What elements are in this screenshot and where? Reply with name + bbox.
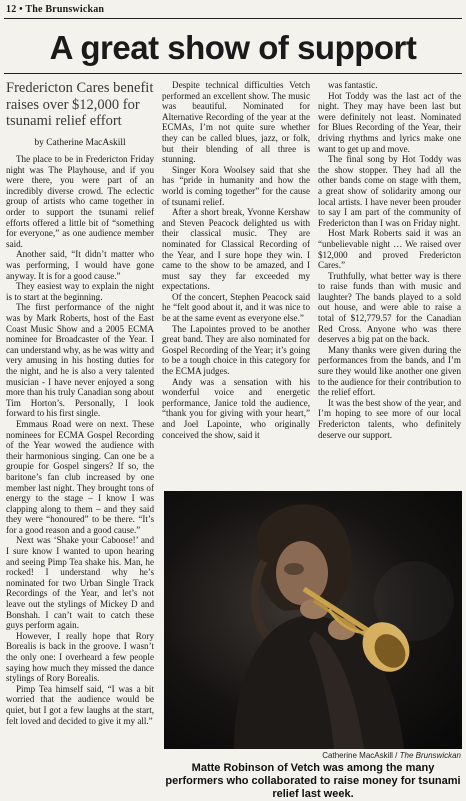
article-paragraph: Host Mark Roberts said it was an “unbelievable night … We raised over $12,000 and proved Fredericton Cares.”	[318, 228, 461, 271]
article-paragraph: The place to be in Fredericton Friday night was The Playhouse, and if you were there, you were part of an incredibly diverse crowd. The eclectic group of artists who came together in order to support the tsunami relief efforts offered a little bit of “something for everyone,” as one audience member said.	[6, 154, 154, 249]
article-paragraph: Pimp Tea himself said, “I was a bit worried that the audience would be quiet, but I got a few laughs at the start, felt loved and decided to give it my all.”	[6, 683, 154, 726]
article-paragraph: It was the best show of the year, and I’m hoping to see more of our local Fredericton talents, who definitely deserve our support.	[318, 397, 461, 440]
photo-credit-name: Catherine MacAskill /	[322, 751, 398, 760]
article-paragraph: Emmaus Road were on next. These nominees for ECMA Gospel Recording of the Year wowed the audience with their harmonious singing. Can one be a groupie for Gospel singers? If so, the baritone’s fan club increased by one member last night. They brought tons of energy to the stage – I know I was clapping along to them – and they said they were “honoured” to be there. “It’s for a good reason and a good cause.”	[6, 418, 154, 535]
photo-credit-publication: The Brunswickan	[399, 751, 461, 760]
article-paragraph: Singer Kora Woolsey said that she has “pride in humanity and how the world is coming together” for the cause of tsunami relief.	[162, 164, 310, 207]
article-paragraph: Despite technical difficulties Vetch performed an excellent show. The music was beautiful. Nominated for Alternative Recording of the year at the ECMAs, I’m not quite sure whether they can be called blues, jazz, or folk, but their blending of all three is stunning.	[162, 80, 310, 165]
article-paragraph: was fantastic.	[328, 80, 378, 90]
article-paragraph: The Lapointes proved to be another great band. They are also nominated for Gospel Recording of the Year; it’s going to be a tough choice in this category for the ECMA judges.	[162, 323, 310, 377]
article-paragraph: Many thanks were given during the performances from the bands, and I’m sure they would like another one given to the audience for their contribution to the relief effort.	[318, 344, 461, 398]
column-3	[318, 80, 461, 485]
column-2-body	[162, 80, 310, 440]
article-paragraph: Another said, “It didn’t matter who was performing, I would have gone anyway. It is for a good cause.”	[6, 249, 154, 281]
article-paragraph: Truthfully, what better way is there to raise funds than with music and laughter? The bands played to a sold out house, and were able to raise a total of $12,779.57 for the Canadian Red Cross. Anyone who was there deserves a big pat on the back.	[318, 270, 461, 345]
column-3-body	[318, 80, 461, 440]
article-paragraph: Of the concert, Stephen Peacock said he “felt good about it, and it was nice to be at the same event as everyone else.”	[162, 291, 310, 324]
headline-rule	[4, 73, 462, 74]
page-number: 12	[6, 4, 17, 15]
masthead-rule	[4, 18, 462, 19]
article-paragraph: Andy was a sensation with his wonderful voice and energetic performance, Janice told the audience, “thank you for giving with your heart,” and Joel Lapointe, who originally conceived the show, said it	[162, 376, 310, 440]
photo-credit	[164, 751, 461, 760]
headline: A great show of support	[49, 29, 417, 66]
publication-name: The Brunswickan	[25, 4, 105, 15]
column-2	[162, 80, 310, 485]
article-paragraph: However, I really hope that Rory Borealis is back in the groove. I wasn’t the only one: I overheard a few people saying how much they missed the dance stylings of Rory Borealis.	[6, 630, 154, 684]
trumpet-player-illustration	[164, 491, 462, 749]
article-paragraph: The first performance of the night was by Mark Roberts, host of the East Coast Music Show and a 2005 ECMA nominee for Broadcaster of the Year. I can understand why, as he was witty and very amusing in his hosting duties for the night, and he is also a very talented musician - I have never enjoyed a song more than his truly Canadian song about Tim Horton’s. Personally, I look forward to his first single.	[6, 302, 154, 419]
performer-photo	[164, 491, 462, 749]
subheadline: Fredericton Cares benefit raises over $12,000 for tsunami relief effort	[6, 80, 154, 129]
masthead-separator: •	[19, 4, 23, 15]
masthead	[6, 4, 104, 15]
column-1-body	[6, 154, 154, 726]
photo-caption: Matte Robinson of Vetch was among the many performers who collaborated to raise money for tsunami relief last week.	[165, 762, 461, 800]
article-paragraph: Hot Toddy was the last act of the night. They may have been last but were definitely not least. Nominated for Blues Recording of the Year, their driving rhythms and lyrics make one want to get up and move.	[318, 90, 461, 154]
article-paragraph: They easiest way to explain the night is to start at the beginning.	[6, 281, 154, 302]
byline: by Catherine MacAskill	[34, 137, 126, 148]
article-paragraph: The final song by Hot Toddy was the show stopper. They had all the other bands come on stage with them, a great show of solidarity among our local artists. I have never been prouder to say I am part of the community of Fredericton than I was on Friday night.	[318, 154, 461, 228]
column-1	[6, 80, 154, 796]
article-paragraph: After a short break, Yvonne Kershaw and Steven Peacock delighted us with their classical music. They are nominated for Classical Recording of the Year, and I sure hope they win. I came to the show to be amazed, and I must say they far exceeded my expectations.	[162, 207, 310, 292]
article-paragraph: Next was ‘Shake your Caboose!’ and I sure know I wanted to upon hearing and seeing Pimp Tea shake his. Man, he rocked! I understand why he’s nominated for two Urban Single Track Recordings of the Year, and let’s not leave out the stylings of Mickey D and Bonshah. I can’t wait to catch these guys perform again.	[6, 535, 154, 631]
